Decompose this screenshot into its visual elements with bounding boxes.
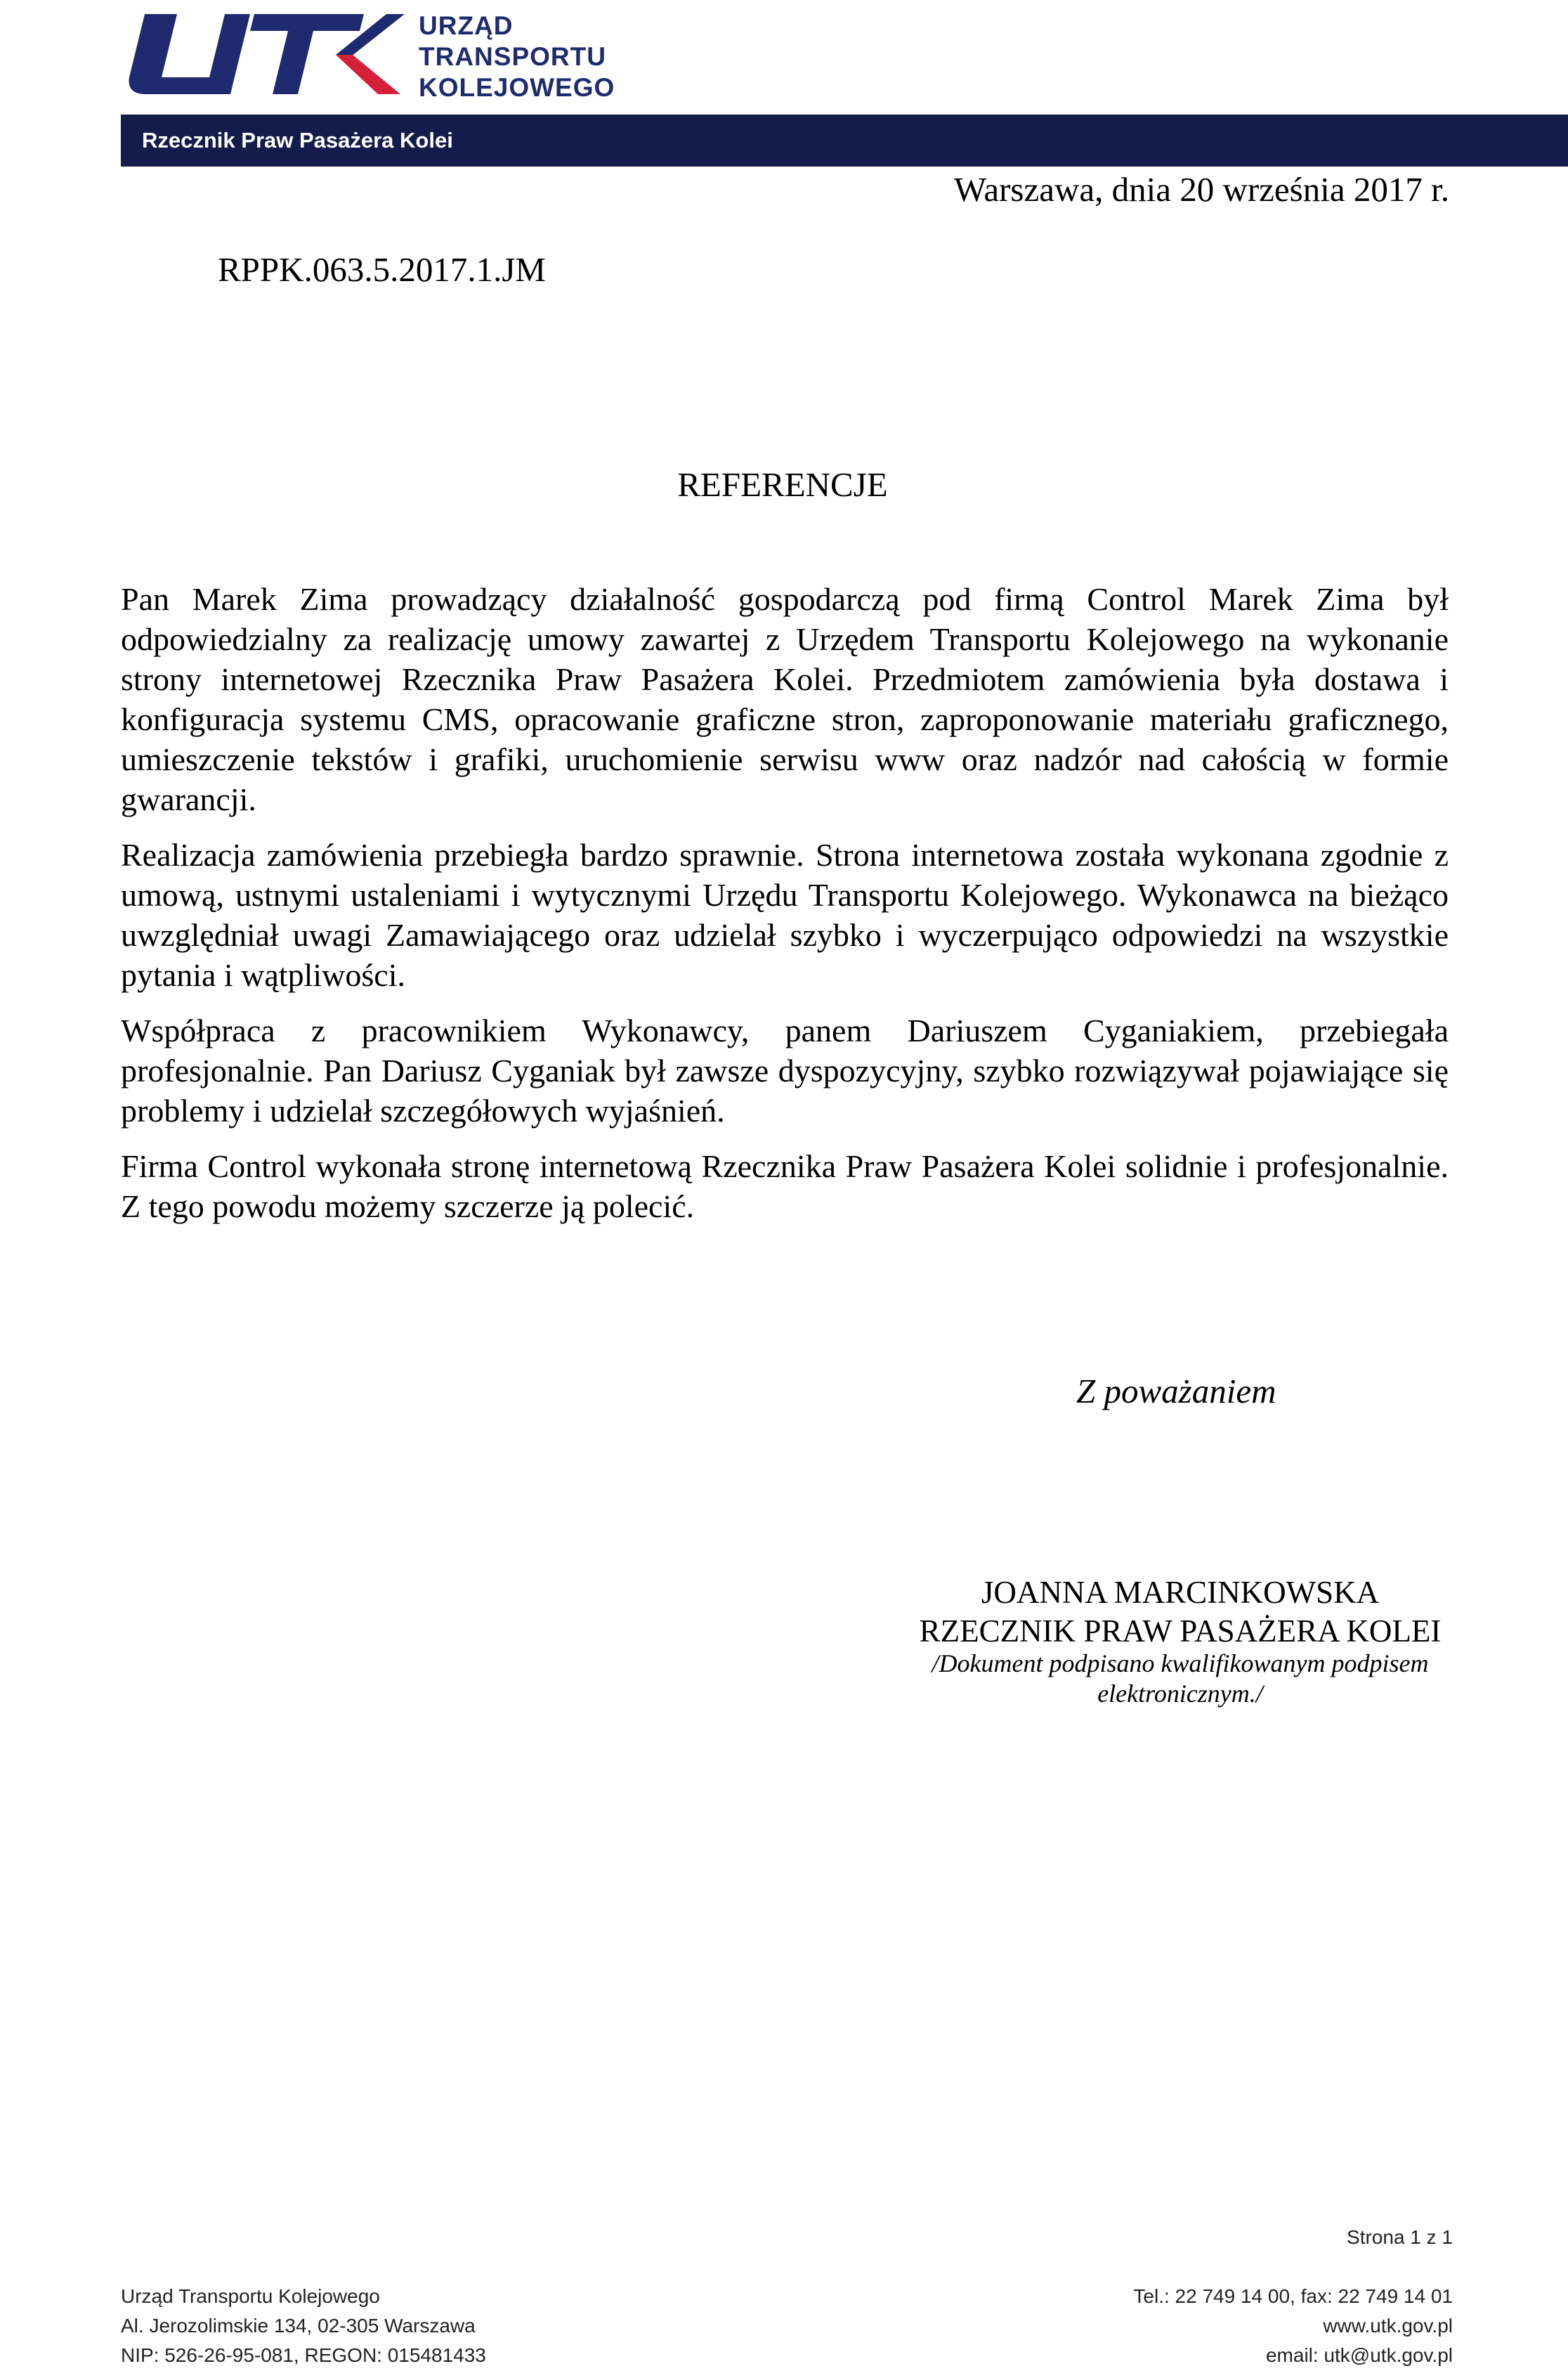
logo-line-3: KOLEJOWEGO [419,73,615,102]
logo-line-1: URZĄD [419,11,514,40]
page-number: Strona 1 z 1 [1347,2226,1453,2248]
closing-regards: Z poważaniem [1076,1372,1276,1410]
footer-email-link[interactable]: email: utk@utk.gov.pl [1265,2344,1453,2366]
letter-date: Warszawa, dnia 20 września 2017 r. [954,170,1449,209]
letter-body [121,579,1449,1242]
signature-note-cont: elektronicznym./ [1097,1679,1263,1708]
header-banner [121,115,1568,167]
signatory-role: RZECZNIK PRAW PASAŻERA KOLEI [919,1613,1442,1649]
signatory-name: JOANNA MARCINKOWSKA [981,1575,1380,1610]
footer-org-name: Urząd Transportu Kolejowego [121,2285,380,2307]
footer-phone-fax: Tel.: 22 749 14 00, fax: 22 749 14 01 [1133,2285,1453,2307]
banner-title: Rzecznik Praw Pasażera Kolei [142,128,453,152]
utk-logo-icon [125,10,406,101]
letter-title-text: REFERENCJE [677,465,888,504]
footer-nip-regon: NIP: 526-26-95-081, REGON: 015481433 [121,2344,486,2366]
paragraph-3: Współpraca z pracownikiem Wykonawcy, panem Dariuszem Cyganiakiem, przebiegała profesjonalnie. Pan Dariusz Cyganiak był zawsze dyspozycyjny, szybko rozwiązywał pojawiające się problemy i udzielał szczegółowych wyjaśnień. [121,1013,1449,1129]
paragraph-4: Firma Control wykonała stronę internetową Rzecznika Praw Pasażera Kolei solidnie i profesjonalnie. Z tego powodu możemy szczerze ją polecić. [121,1148,1449,1224]
signature-note: /Dokument podpisano kwalifikowanym podpisem [932,1649,1429,1677]
paragraph-2: Realizacja zamówienia przebiegła bardzo sprawnie. Strona internetowa została wykonana zgodnie z umową, ustnymi ustaleniami i wytycznymi Urzędu Transportu Kolejowego. Wykonawca na bieżąco uwzględniał uwagi Zamawiającego oraz udzielał szybko i wyczerpująco odpowiedzi na wszystkie pytania i wątpliwości. [121,837,1449,993]
reference-number: RPPK.063.5.2017.1.JM [218,250,546,289]
logo-line-2: TRANSPORTU [419,42,606,71]
footer-website-link[interactable]: www.utk.gov.pl [1323,2315,1453,2337]
letter-title [0,464,1568,506]
paragraph-1: Pan Marek Zima prowadzący działalność gospodarczą pod firmą Control Marek Zima był odpowiedzialny za realizację umowy zawartej z Urzędem Transportu Kolejowego na wykonanie strony internetowej Rzecznika Praw Pasażera Kolei. Przedmiotem zamówienia była dostawa i konfiguracja systemu CMS, opracowanie graficzne stron, zaproponowanie materiału graficznego, umieszczenie tekstów i grafiki, uruchomienie serwisu www oraz nadzór nad całością w formie gwarancji. [121,581,1449,817]
footer-address: Al. Jerozolimskie 134, 02-305 Warszawa [121,2315,476,2337]
